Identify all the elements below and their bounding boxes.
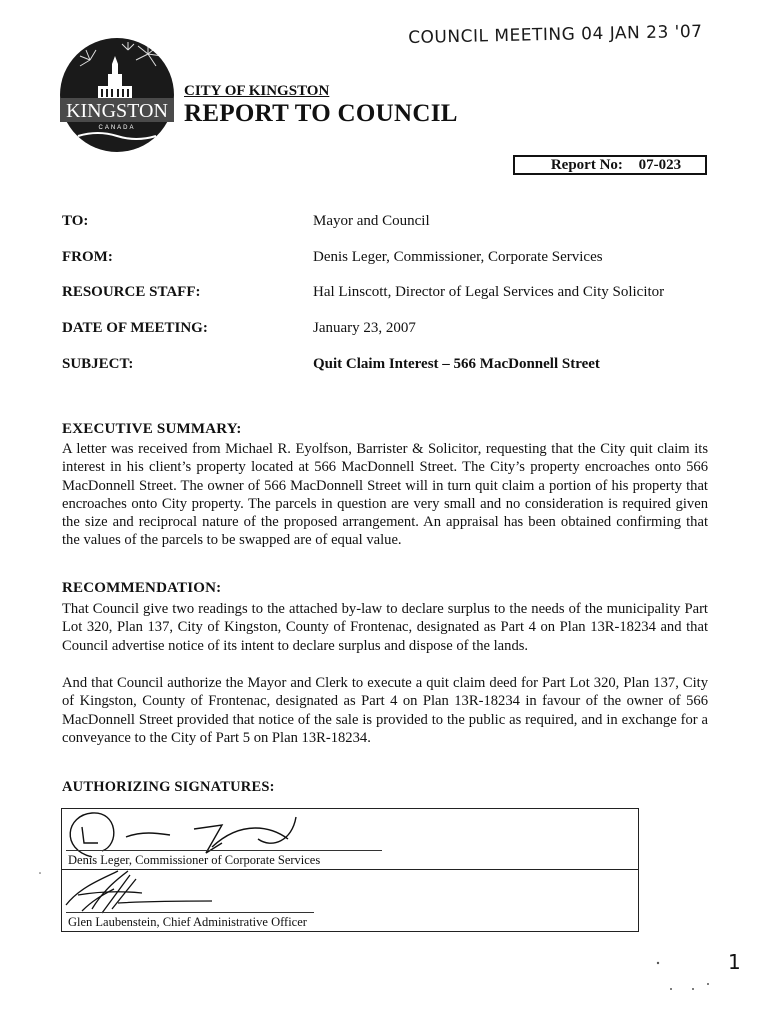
city-name: CITY OF KINGSTON bbox=[184, 83, 330, 99]
from-label: FROM: bbox=[62, 249, 113, 265]
report-number-label: Report No: bbox=[550, 157, 623, 173]
signature-1-name: Denis Leger, Commissioner of Corporate Services bbox=[68, 853, 321, 867]
from-value: Denis Leger, Commissioner, Corporate Services bbox=[313, 249, 603, 265]
logo-wordmark: KINGSTON bbox=[66, 100, 168, 122]
resource-staff-label: RESOURCE STAFF: bbox=[62, 284, 201, 300]
executive-summary-title: EXECUTIVE SUMMARY: bbox=[62, 421, 242, 437]
page-number: 1 bbox=[728, 950, 741, 974]
to-value: Mayor and Council bbox=[313, 213, 430, 229]
report-number-value: 07-023 bbox=[638, 157, 682, 173]
subject-value: Quit Claim Interest – 566 MacDonnell Street bbox=[313, 356, 600, 372]
recommendation-paragraph-2: And that Council authorize the Mayor and Clerk to execute a quit claim deed for Part Lot 320, Plan 137, City of Kingston, County of Frontenac, designated as Part 4 on Plan 13R-18234 in favour of the owner of 566 MacDonnell Street provided that notice of the sale is provided to the public as required, and in exchange for a conveyance to the City of Part 5 on Plan 13R-18234. bbox=[62, 675, 708, 746]
executive-summary-text: A letter was received from Michael R. Eyolfson, Barrister & Solicitor, requesting that the City quit claim its interest in his client’s property located at 566 MacDonnell Street. The City’s property encroaches onto 566 MacDonnell Street. The owner of 566 MacDonnell Street will in turn quit claim a portion of his property that encroaches onto City property. The parcels in question are very small and no consideration is required given the size and reciprocal nature of the proposed arrangement. An appraisal has been obtained confirming that the values of the parcels to be swapped are of equal value. bbox=[62, 441, 708, 549]
date-of-meeting-value: January 23, 2007 bbox=[313, 320, 416, 336]
signature-2-name: Glen Laubenstein, Chief Administrative Officer bbox=[68, 915, 307, 929]
recommendation-paragraph-1: That Council give two readings to the attached by-law to declare surplus to the needs of the municipality Part Lot 320, Plan 137, City of Kingston, County of Frontenac, designated as Part 4 on Plan 13R-18234 and that Council advertise notice of its intent to declare surplus and dispose of the lands. bbox=[62, 601, 708, 654]
subject-label: SUBJECT: bbox=[62, 356, 134, 372]
recommendation-title: RECOMMENDATION: bbox=[62, 580, 222, 596]
date-of-meeting-label: DATE OF MEETING: bbox=[62, 320, 208, 336]
to-label: TO: bbox=[62, 213, 89, 229]
authorizing-signatures-title: AUTHORIZING SIGNATURES: bbox=[62, 779, 275, 795]
resource-staff-value: Hal Linscott, Director of Legal Services and City Solicitor bbox=[313, 284, 665, 300]
report-title: REPORT TO COUNCIL bbox=[184, 100, 458, 127]
council-meeting-stamp: COUNCIL MEETING 04 JAN 23 '07 bbox=[408, 21, 703, 48]
logo-subtext: CANADA bbox=[98, 125, 136, 131]
